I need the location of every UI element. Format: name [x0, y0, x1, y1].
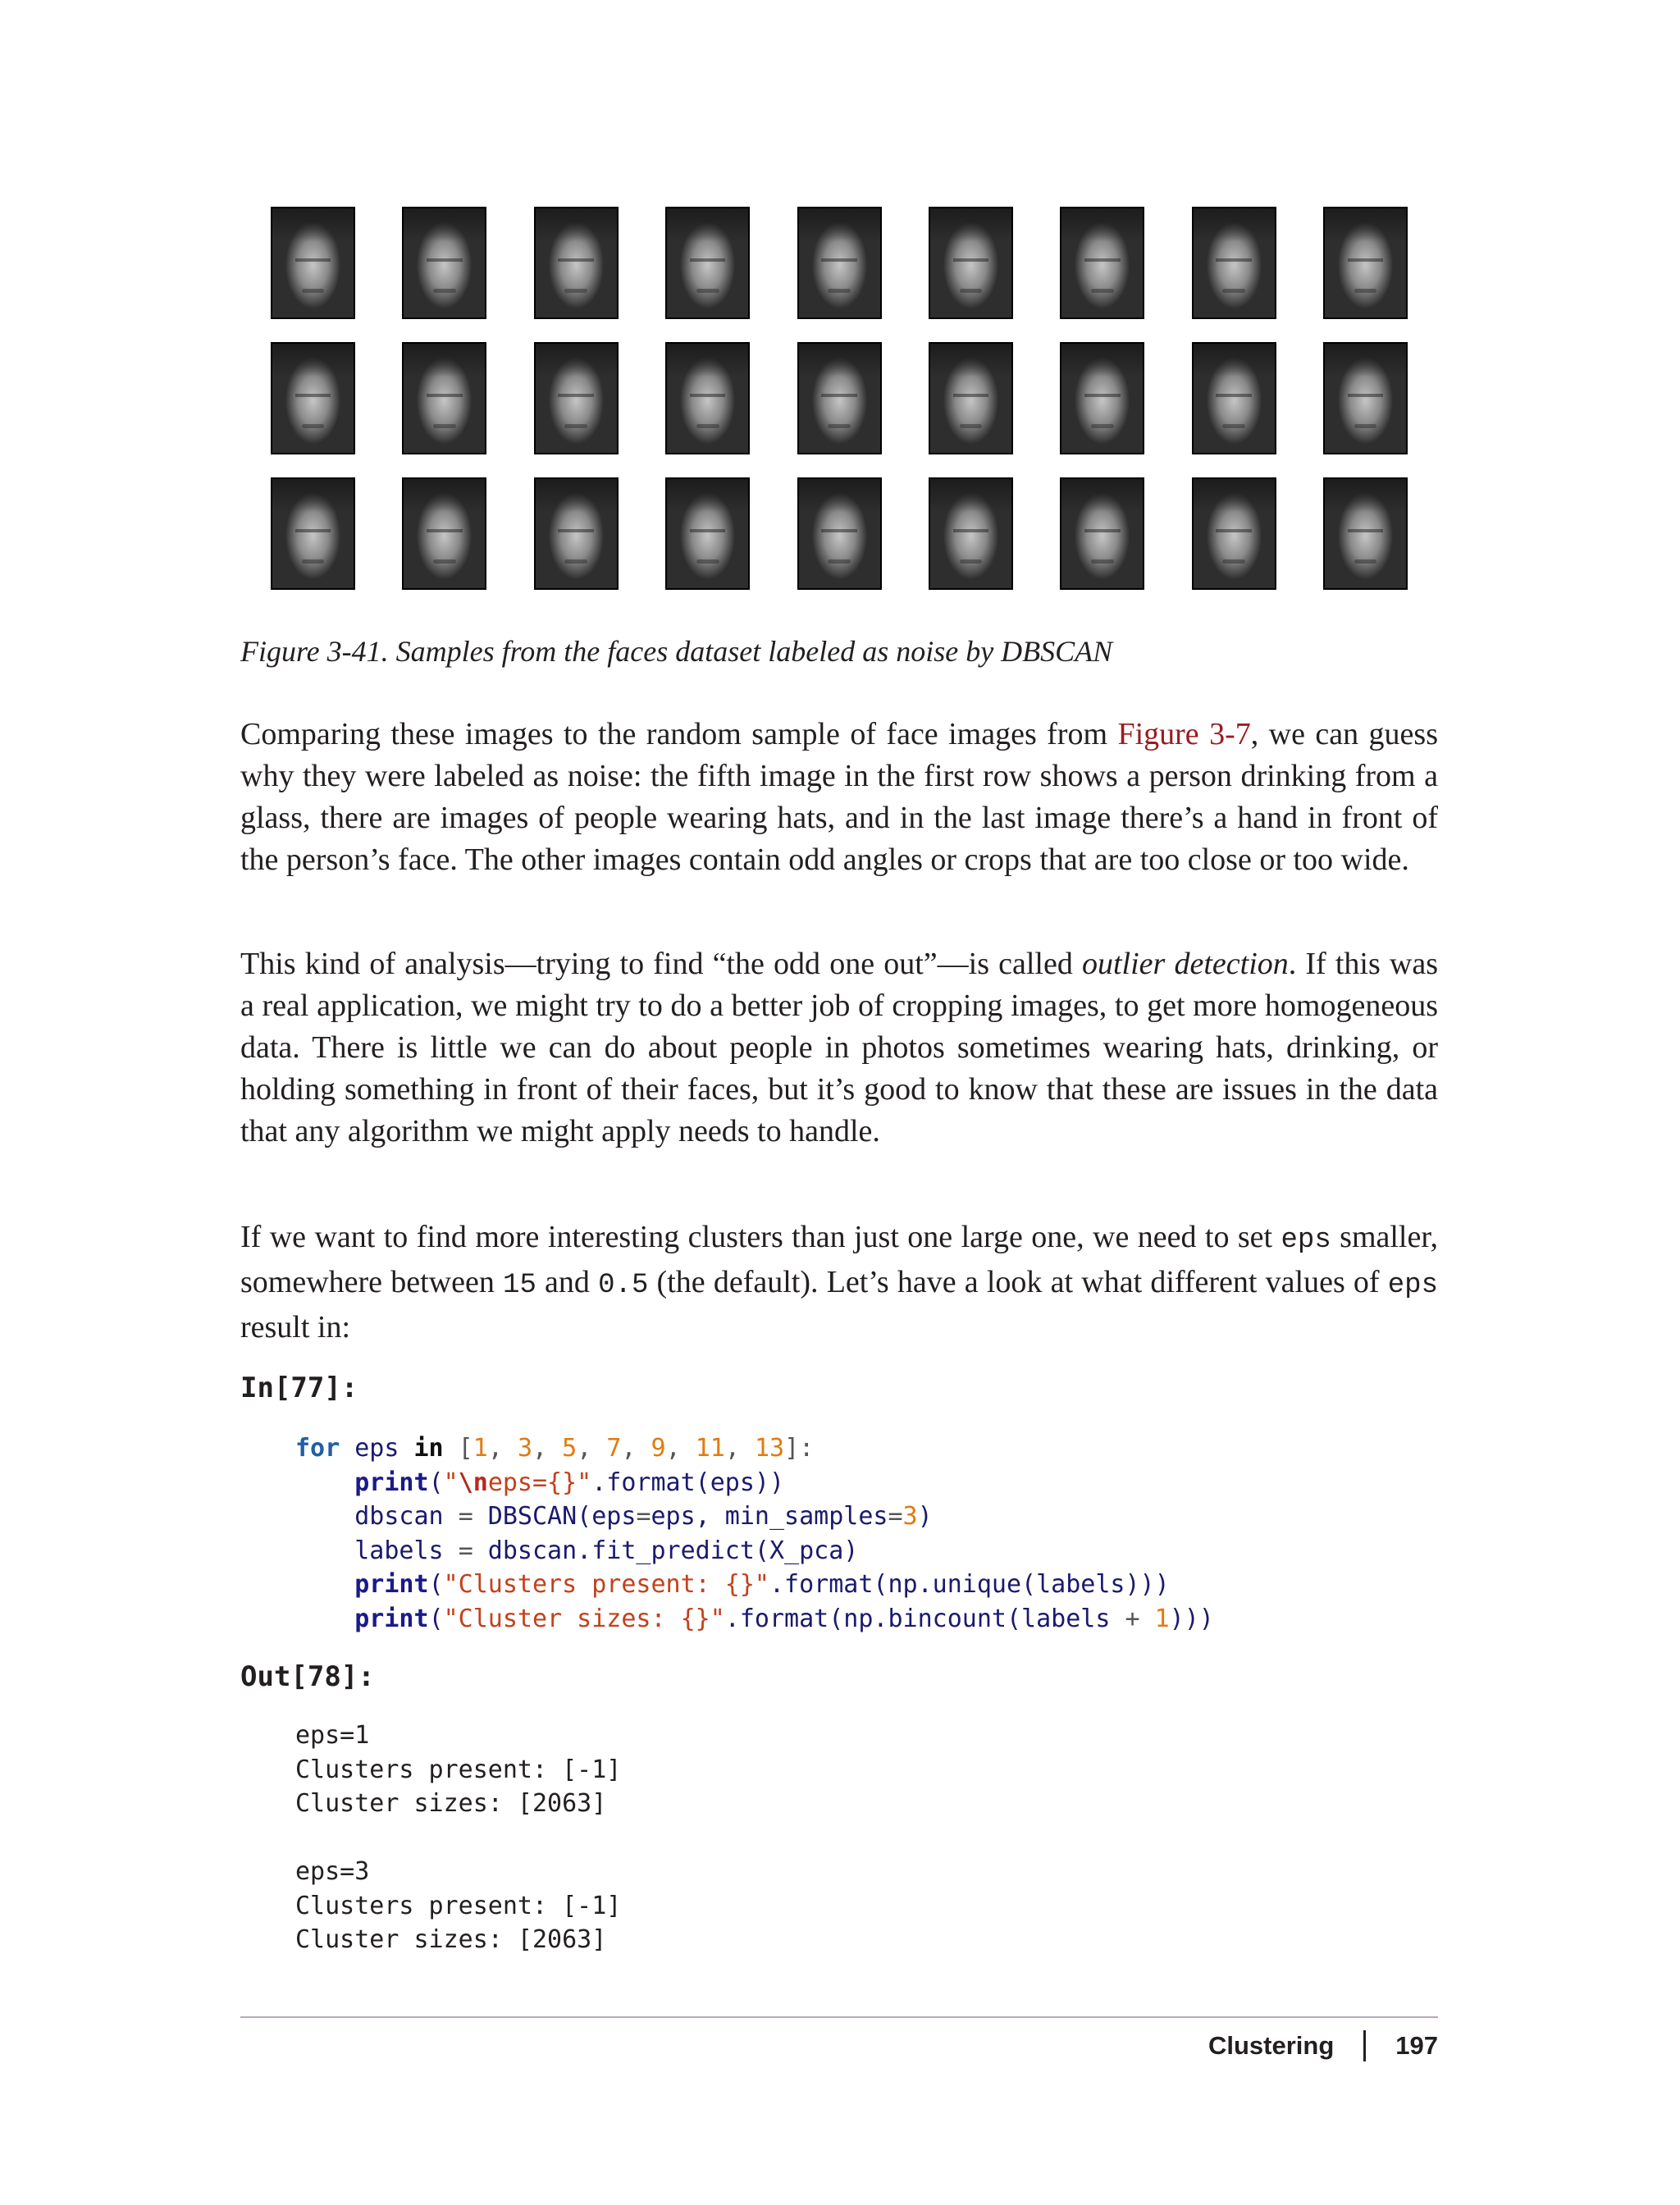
code-line-5: print("Clusters present: {}".format(np.unique(labels)))	[354, 1570, 1170, 1599]
output-line: Cluster sizes: [2063]	[295, 1925, 607, 1954]
face-image	[402, 477, 486, 590]
figure-caption: Figure 3-41. Samples from the faces dataset labeled as noise by DBSCAN	[240, 635, 1113, 668]
inline-code: 15	[503, 1270, 536, 1301]
face-image	[534, 207, 619, 319]
paragraph-text: and	[536, 1265, 599, 1299]
face-image	[665, 342, 750, 454]
face-image	[1192, 477, 1276, 590]
paragraph-1	[240, 714, 1438, 881]
output-line: Cluster sizes: [2063]	[295, 1789, 607, 1818]
face-image	[929, 477, 1013, 590]
paragraph-text: , we can guess why they were labeled as noise: the fifth image in the first row shows a person drinking from a glass, there are images of people wearing hats, and in the last image there’s a hand in front of the person’s face. The other images contain odd angles or crops that are too close or too wide.	[240, 717, 1438, 877]
footer-section-title: Clustering	[1208, 2031, 1335, 2060]
face-image	[1323, 207, 1408, 319]
code-line-2: print("\neps={}".format(eps))	[354, 1468, 785, 1497]
footer-separator	[1363, 2030, 1366, 2061]
output-line: Clusters present: [-1]	[295, 1891, 622, 1920]
output-line: Clusters present: [-1]	[295, 1755, 622, 1784]
face-image	[665, 477, 750, 590]
face-image	[665, 207, 750, 319]
face-image	[1060, 477, 1144, 590]
paragraph-2	[240, 943, 1438, 1153]
face-image	[271, 342, 355, 454]
paragraph-text: If we want to find more interesting clusters than just one large one, we need to set	[240, 1220, 1281, 1254]
face-row-3	[271, 477, 1408, 593]
emphasis-term: outlier detection	[1082, 947, 1289, 981]
output-cell-label: Out[78]:	[240, 1660, 375, 1693]
face-image	[797, 477, 882, 590]
face-image	[534, 477, 619, 590]
face-image	[1060, 342, 1144, 454]
figure-reference-link[interactable]: Figure 3-7	[1117, 717, 1251, 751]
code-line-6: print("Cluster sizes: {}".format(np.bincount(labels + 1)))	[354, 1604, 1214, 1633]
face-row-1	[271, 207, 1408, 322]
paragraph-text: (the default). Let’s have a look at what different values of	[648, 1265, 1388, 1299]
code-line-3: dbscan = DBSCAN(eps=eps, min_samples=3)	[354, 1502, 933, 1531]
input-cell-label: In[77]:	[240, 1372, 358, 1404]
output-block	[295, 1719, 621, 1957]
inline-code: eps	[1281, 1225, 1331, 1256]
face-image	[402, 207, 486, 319]
code-block	[295, 1431, 1214, 1636]
output-line	[295, 1821, 621, 1856]
face-row-2	[271, 342, 1408, 458]
output-line: eps=3	[295, 1857, 370, 1886]
code-line-1: for eps in [1, 3, 5, 7, 9, 11, 13]:	[295, 1434, 815, 1463]
code-line-4: labels = dbscan.fit_predict(X_pca)	[354, 1536, 859, 1565]
face-image	[402, 342, 486, 454]
inline-code: eps	[1387, 1270, 1438, 1301]
paragraph-text: smaller, somewhere between	[240, 1220, 1438, 1299]
face-image	[1323, 477, 1408, 590]
face-image	[1323, 342, 1408, 454]
paragraph-text: Comparing these images to the random sample of face images from	[240, 717, 1118, 751]
footer-divider	[240, 2016, 1438, 2018]
face-image	[534, 342, 619, 454]
paragraph-text: . If this was a real application, we might try to do a better job of cropping images, to get more homogeneous data. There is little we can do about people in photos sometimes wearing hats, drinking, or holding something in front of their faces, but it’s good to know that these are issues in the data that any algorithm we might apply needs to handle.	[240, 947, 1438, 1148]
page-number: 197	[1395, 2031, 1438, 2060]
paragraph-3	[240, 1217, 1438, 1349]
face-image	[929, 342, 1013, 454]
paragraph-text: This kind of analysis—trying to find “the odd one out”—is called	[240, 947, 1082, 981]
face-image-grid	[271, 207, 1408, 613]
output-line: eps=1	[295, 1721, 370, 1750]
page-footer	[1208, 2030, 1438, 2061]
inline-code: 0.5	[598, 1270, 649, 1301]
face-image	[271, 477, 355, 590]
face-image	[1192, 342, 1276, 454]
face-image	[929, 207, 1013, 319]
face-image	[797, 342, 882, 454]
face-image	[1192, 207, 1276, 319]
paragraph-text: result in:	[240, 1310, 351, 1344]
face-image	[797, 207, 882, 319]
face-image	[1060, 207, 1144, 319]
face-image	[271, 207, 355, 319]
